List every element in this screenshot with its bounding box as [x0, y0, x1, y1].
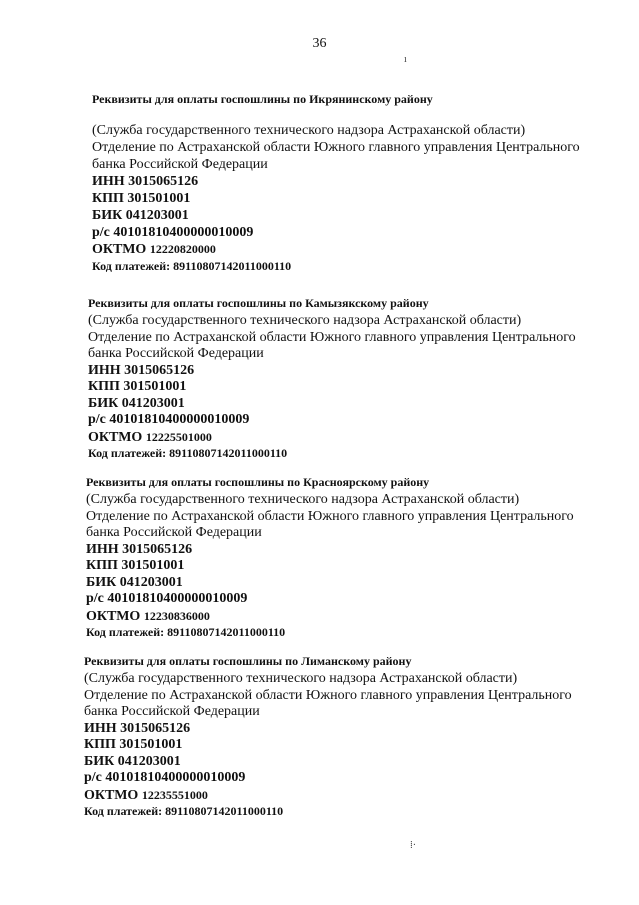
org-line: банка Российской Федерации: [88, 346, 264, 361]
oktmo: [92, 241, 622, 259]
org-line: (Служба государственного технического надзора Астраханской области): [92, 123, 526, 138]
bik: БИК 041203001: [92, 208, 189, 223]
section-title: Реквизиты для оплаты госпошлины по Камызякскому району: [88, 296, 429, 310]
org-line: (Служба государственного технического надзора Астраханской области): [84, 671, 518, 686]
org-line: банка Российской Федерации: [84, 704, 260, 719]
inn: ИНН 3015065126: [84, 720, 191, 736]
inn: ИНН 3015065126: [88, 362, 195, 378]
oktmo-label: ОКТМО: [92, 242, 147, 257]
oktmo: [86, 608, 616, 626]
payment-code: Код платежей: 89110807142011000110: [84, 804, 284, 818]
inn: ИНН 3015065126: [92, 174, 199, 189]
account: р/с 40101810400000010009: [86, 591, 248, 606]
section-ikryaninsky: [92, 92, 622, 273]
org-line: Отделение по Астраханской области Южного главного управления Центрального: [88, 329, 576, 345]
payment-code: Код платежей: 89110807142011000110: [88, 446, 288, 460]
oktmo-value: 12235551000: [141, 787, 208, 802]
payment-code: Код платежей: 89110807142011000110: [92, 258, 292, 273]
section-title: Реквизиты для оплаты госпошлины по Лиманскому району: [84, 654, 412, 668]
oktmo-value: 12220820000: [149, 242, 216, 256]
kpp: КПП 301501001: [86, 558, 185, 573]
scan-mark: ı: [404, 54, 407, 65]
org-line: (Служба государственного технического надзора Астраханской области): [86, 492, 520, 507]
kpp: КПП 301501001: [88, 379, 187, 394]
oktmo: [88, 429, 618, 447]
account: р/с 40101810400000010009: [88, 412, 250, 427]
bik: БИК 041203001: [86, 574, 183, 590]
org-line: Отделение по Астраханской области Южного главного управления Центрального: [86, 508, 574, 524]
kpp: КПП 301501001: [92, 191, 191, 206]
org-line: Отделение по Астраханской области Южного главного управления Центрального: [92, 140, 580, 155]
oktmo: [84, 787, 614, 805]
org-line: (Служба государственного технического надзора Астраханской области): [88, 313, 522, 328]
page-number: 36: [312, 36, 327, 51]
account: р/с 40101810400000010009: [84, 770, 246, 785]
oktmo-value: 12230836000: [143, 608, 210, 623]
bik: БИК 041203001: [88, 395, 185, 411]
section-kamyzyaksky: [88, 296, 618, 460]
scan-mark: ⁞·: [410, 840, 417, 851]
oktmo-label: ОКТМО: [86, 608, 141, 624]
section-limansky: [84, 654, 614, 818]
section-title: Реквизиты для оплаты госпошлины по Икрянинскому району: [92, 92, 433, 106]
section-krasnoyarsky: [86, 475, 616, 639]
oktmo-label: ОКТМО: [84, 787, 139, 803]
section-title: Реквизиты для оплаты госпошлины по Красноярскому району: [86, 475, 430, 489]
bik: БИК 041203001: [84, 753, 181, 769]
oktmo-label: ОКТМО: [88, 429, 143, 445]
kpp: КПП 301501001: [84, 737, 183, 752]
payment-code: Код платежей: 89110807142011000110: [86, 625, 286, 639]
org-line: банка Российской Федерации: [92, 157, 268, 172]
org-line: Отделение по Астраханской области Южного главного управления Центрального: [84, 687, 572, 703]
org-line: банка Российской Федерации: [86, 525, 262, 540]
inn: ИНН 3015065126: [86, 541, 193, 557]
account: р/с 40101810400000010009: [92, 225, 254, 240]
oktmo-value: 12225501000: [145, 429, 212, 444]
